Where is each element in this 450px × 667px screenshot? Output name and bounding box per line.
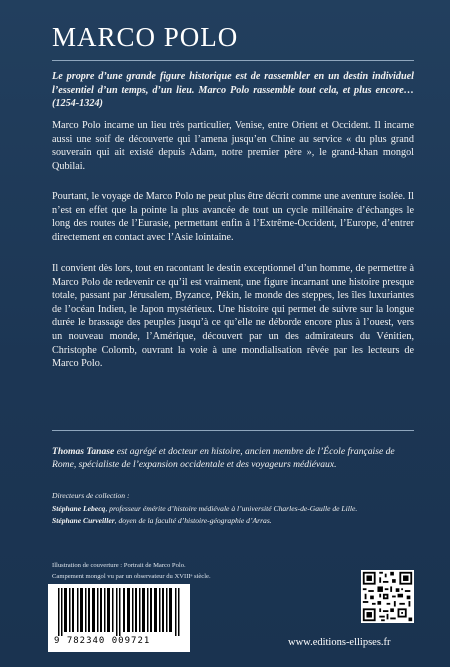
directors-heading: Directeurs de collection : <box>52 491 130 500</box>
section-divider <box>52 430 414 431</box>
isbn-barcode <box>48 584 190 652</box>
author-bio: est agrégé et docteur en histoire, ancien membre de l’École française de Rome, spécialiste de l’expansion occidentale et des voyageurs médiévaux. <box>52 446 395 470</box>
collection-directors <box>52 490 432 528</box>
director-2-role: , doyen de la faculté d’histoire-géographie d’Arras. <box>114 516 272 525</box>
paragraph-1: Marco Polo incarne un lieu très particulier, Venise, entre Orient et Occident. Il incarne aussi une soif de découverte qui l’amena jusqu’en Chine au service « du plus grand souverain qui ait existé depuis Adam, notre premier père », le grand-khan mongol Qubilai. <box>52 120 414 172</box>
publisher-website[interactable]: www.editions-ellipses.fr <box>288 637 391 648</box>
director-2 <box>52 515 432 528</box>
author-bio-block <box>52 446 414 471</box>
credit-line-2: Campement mongol vu par un observateur du XVIIIᵉ siècle. <box>52 573 211 580</box>
director-2-name: Stéphane Curveiller <box>52 516 115 525</box>
paragraph-2: Pourtant, le voyage de Marco Polo ne peut plus être décrit comme une aventure isolée. Il n’est en effet que la pointe la plus avancée de tout un cycle millénaire d’échanges le long des routes de l’Eurasie, permettant enfin à l’Extrême-Occident, l’Europe, d’entrer directement en contact avec l’Asie lointaine. <box>52 191 414 243</box>
cover-credits <box>52 560 352 582</box>
isbn-number: 9 782340 009721 <box>54 636 151 646</box>
blurb: Le propre d’une grande figure historique est de rassembler en un destin individuel l’essentiel d’un temps, d’un lieu. Marco Polo rassemble tout cela, et plus encore… (1254-1324) <box>52 71 414 110</box>
credit-line-1: Illustration de couverture : Portrait de Marco Polo. <box>52 562 186 569</box>
book-title: MARCO POLO <box>52 22 239 52</box>
title-divider <box>52 60 414 61</box>
director-1-name: Stéphane Lebecq <box>52 503 106 513</box>
director-1 <box>52 503 432 516</box>
author-name: Thomas Tanase <box>52 446 115 457</box>
qr-code[interactable] <box>361 570 414 623</box>
barcode-icon <box>58 588 180 636</box>
director-1-role: , professeur émérite d’histoire médiévale à l’université Charles-de-Gaulle de Lille. <box>105 503 358 513</box>
qr-code-icon <box>361 570 414 623</box>
paragraph-3: Il convient dès lors, tout en racontant le destin exceptionnel d’un homme, de permettre à Marco Polo de redevenir ce qu’il est vraiment, une figure incarnant une histoire presque totale, passant par Jérusalem, Byzance, Pékin, le monde des steppes, les îles luxuriantes de l’océan Indien, le Japon mystérieux. Une histoire qui permet de suivre sur la longue durée le brassage des peuples jusqu’à ce qu’elle ne déborde encore plus à l’ouest, vers un nouveau monde, l’Amérique, découvert par un des admirateurs du Vénitien, Christophe Colomb, ouvrant la voie à une mondialisation rêvée par les lecteurs de Marco Polo. <box>52 263 414 370</box>
